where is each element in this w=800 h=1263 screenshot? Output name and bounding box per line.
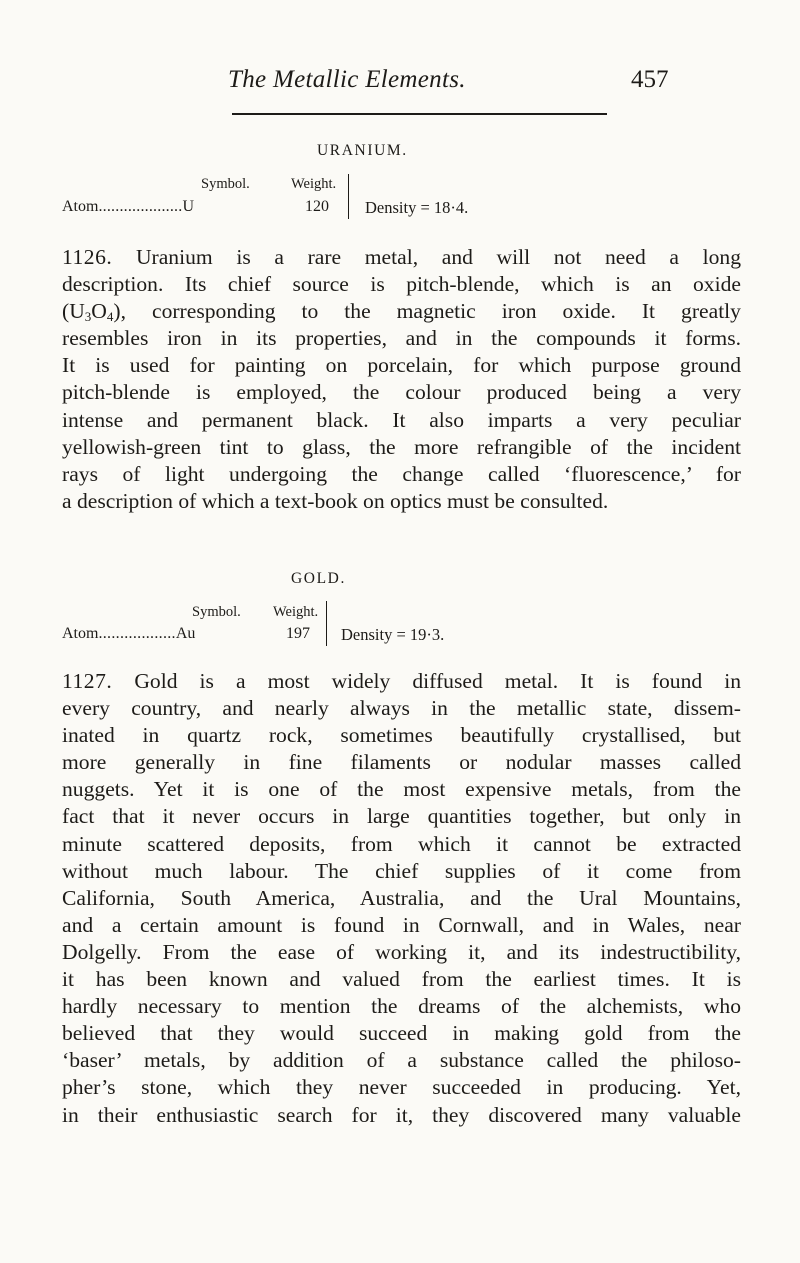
column-divider: [326, 601, 327, 646]
weight-column-head: Weight.: [273, 604, 319, 620]
text-line: intense and permanent black. It also imparts a very peculiar: [62, 407, 741, 432]
uranium-section: [62, 140, 742, 260]
atomic-weight: 120: [305, 198, 329, 215]
chemical-formula: $(U_3O_4)$,: [62, 299, 126, 325]
gold-section: [62, 566, 742, 676]
paragraph-1126: [62, 244, 741, 515]
column-divider: [348, 174, 349, 219]
paragraph-number: 1126.: [62, 245, 113, 269]
text-line: nuggets. Yet it is one of the most expensive metals, from the: [62, 777, 741, 802]
text-line: in their enthusiastic search for it, they discovered many valuable: [62, 1102, 741, 1127]
section-title-gold: GOLD.: [291, 570, 346, 587]
text-line: pitch-blende is employed, the colour produced being a very: [62, 380, 741, 405]
atom-label: Atom: [62, 625, 99, 642]
text-line: hardly necessary to mention the dreams of the alchemists, who: [62, 994, 741, 1019]
leader-dots: ....................: [98, 198, 183, 215]
text-line: $(U_3O_4)$, corresponding to the magnetic iron oxide. It greatly: [62, 299, 741, 325]
section-title-uranium: URANIUM.: [317, 142, 408, 159]
running-title: The Metallic Elements.: [228, 66, 466, 93]
element-symbol: Au: [175, 625, 196, 642]
text-line: every country, and nearly always in the metallic state, dissem-: [62, 696, 741, 721]
element-symbol: U: [182, 198, 195, 215]
text-line: and a certain amount is found in Cornwall, and in Wales, near: [62, 912, 741, 937]
running-header: [0, 62, 800, 102]
text-line: California, South America, Australia, and the Ural Mountains,: [62, 885, 741, 910]
symbol-column-head: Symbol.: [192, 604, 241, 620]
page-number: 457: [631, 66, 669, 93]
header-rule: [232, 113, 607, 115]
text-line: 1126. Uranium is a rare metal, and will not need a long: [62, 245, 741, 269]
text-line: ‘baser’ metals, by addition of a substance called the philoso-: [62, 1048, 741, 1073]
text-line: a description of which a text-book on optics must be consulted.: [62, 488, 609, 513]
text-line: 1127. Gold is a most widely diffused metal. It is found in: [62, 669, 741, 693]
density-value: Density = 18·4.: [365, 198, 469, 217]
density-value: Density = 19·3.: [341, 625, 445, 644]
text-line: believed that they would succeed in making gold from the: [62, 1021, 741, 1046]
text-line: yellowish-green tint to glass, the more refrangible of the incident: [62, 434, 741, 459]
atom-row: [62, 625, 195, 643]
symbol-column-head: Symbol.: [201, 176, 250, 192]
leader-dots: ..................: [98, 625, 176, 642]
paragraph-number: 1127.: [62, 669, 113, 693]
text-line: resembles iron in its properties, and in the compounds it forms.: [62, 326, 741, 351]
text-line: it has been known and valued from the earliest times. It is: [62, 967, 741, 992]
weight-column-head: Weight.: [291, 176, 337, 192]
atomic-weight: 197: [286, 625, 310, 642]
atom-row: [62, 198, 194, 216]
paragraph-1127: [62, 668, 741, 1129]
text-line: minute scattered deposits, from which it cannot be extracted: [62, 831, 741, 856]
text-line: more generally in fine filaments or nodular masses called: [62, 750, 741, 775]
text-line: It is used for painting on porcelain, for which purpose ground: [62, 353, 741, 378]
text-line: pher’s stone, which they never succeeded in producing. Yet,: [62, 1075, 741, 1100]
text-line: fact that it never occurs in large quantities together, but only in: [62, 804, 741, 829]
text-line: rays of light undergoing the change called ‘fluorescence,’ for: [62, 461, 741, 486]
text-line: without much labour. The chief supplies of it come from: [62, 858, 741, 883]
atom-label: Atom: [62, 198, 99, 215]
text-line: description. Its chief source is pitch-blende, which is an oxide: [62, 272, 741, 297]
text-line: inated in quartz rock, sometimes beautifully crystallised, but: [62, 723, 741, 748]
text-line: Dolgelly. From the ease of working it, and its indestructibility,: [62, 939, 741, 964]
